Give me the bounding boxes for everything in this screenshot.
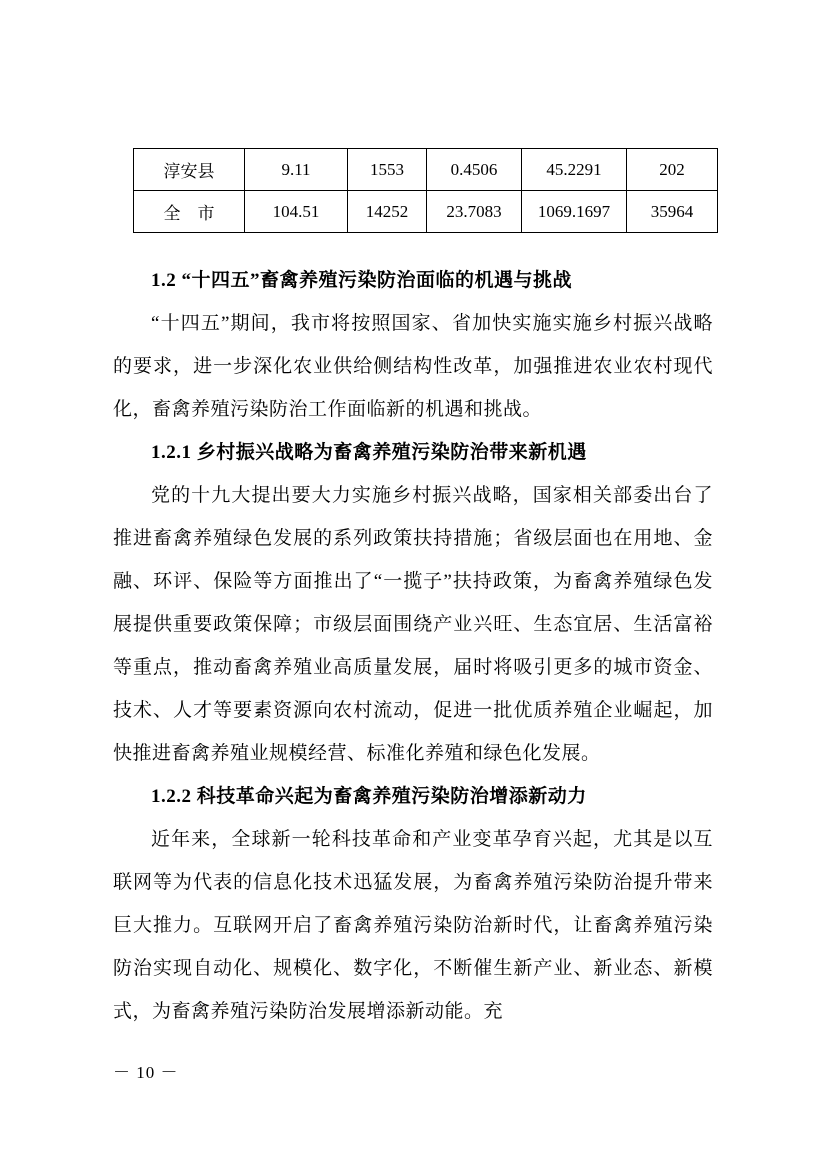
table-cell: 1553 (348, 149, 427, 191)
table-cell: 202 (627, 149, 718, 191)
table-cell: 0.4506 (427, 149, 522, 191)
table-row (134, 149, 718, 191)
table-cell: 淳安县 (134, 149, 245, 191)
table-cell: 35964 (627, 191, 718, 233)
table-cell: 14252 (348, 191, 427, 233)
table-cell: 9.11 (245, 149, 348, 191)
page-number: － 10 － (113, 1063, 179, 1082)
table-cell: 1069.1697 (522, 191, 627, 233)
paragraph-2: 党的十九大提出要大力实施乡村振兴战略，国家相关部委出台了推进畜禽养殖绿色发展的系列政策扶持措施；省级层面也在用地、金融、环评、保险等方面推出了“一揽子”扶持政策，为畜禽养殖绿色发展提供重要政策保障；市级层面围绕产业兴旺、生态宜居、生活富裕等重点，推动畜禽养殖业高质量发展，届时将吸引更多的城市资金、技术、人才等要素资源向农村流动，促进一批优质养殖企业崛起，加快推进畜禽养殖业规模经营、标准化养殖和绿色化发展。 (113, 485, 713, 764)
table-row (134, 191, 718, 233)
section-heading-1-2: 1.2 “十四五”畜禽养殖污染防治面临的机遇与挑战 (151, 270, 573, 291)
section-heading-1-2-2: 1.2.2 科技革命兴起为畜禽养殖污染防治增添新动力 (151, 786, 587, 807)
document-content (113, 148, 713, 1033)
paragraph-3: 近年来，全球新一轮科技革命和产业变革孕育兴起，尤其是以互联网等为代表的信息化技术迅猛发展，为畜禽养殖污染防治提升带来巨大推力。互联网开启了畜禽养殖污染防治新时代，让畜禽养殖污染防治实现自动化、规模化、数字化，不断催生新产业、新业态、新模式，为畜禽养殖污染防治发展增添新动能。充 (113, 829, 713, 1022)
table-cell: 全 市 (134, 191, 245, 233)
table-cell: 104.51 (245, 191, 348, 233)
statistics-table (133, 148, 718, 233)
section-heading-1-2-1: 1.2.1 乡村振兴战略为畜禽养殖污染防治带来新机遇 (151, 442, 587, 463)
paragraph-1: “十四五”期间，我市将按照国家、省加快实施实施乡村振兴战略的要求，进一步深化农业供给侧结构性改革，加强推进农业农村现代化，畜禽养殖污染防治工作面临新的机遇和挑战。 (113, 313, 713, 420)
table-cell: 45.2291 (522, 149, 627, 191)
table-cell: 23.7083 (427, 191, 522, 233)
